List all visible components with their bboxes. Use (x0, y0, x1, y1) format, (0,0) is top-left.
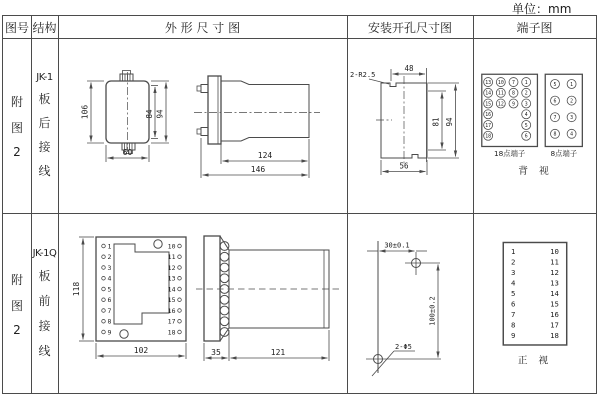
terminal-number: 12 (497, 101, 504, 108)
dim-30: 30±0.1 (384, 241, 410, 250)
terminal-number: 10 (167, 242, 176, 251)
terminal-number: 11 (550, 257, 559, 267)
row1-terminal-diagram (473, 38, 596, 213)
block18-label: 18点端子 (493, 149, 526, 159)
terminal-number: 7 (511, 310, 516, 320)
fig-no-char: 附 (10, 94, 23, 109)
terminal-number: 3 (570, 115, 574, 122)
terminal-number: 4 (107, 274, 112, 283)
terminal-number: 13 (550, 278, 559, 288)
terminal-number: 9 (107, 328, 112, 337)
view-label-front: 正 视 (517, 355, 553, 367)
terminal-number: 16 (550, 310, 559, 320)
fig-no-char: 2 (13, 322, 21, 337)
structure-char: 前 (38, 294, 51, 308)
dim-48: 48 (404, 64, 414, 73)
terminal-number: 11 (497, 90, 504, 97)
terminal-number: 4 (570, 131, 574, 138)
structure-model: JK-1 (36, 72, 53, 83)
dim-146: 146 (250, 165, 266, 174)
hole-note: 2-Φ5 (395, 343, 412, 351)
terminal-numbers-left (511, 247, 516, 340)
row2-outline-drawing (58, 213, 347, 394)
dim-121: 121 (270, 348, 286, 357)
dim-102: 102 (133, 346, 149, 355)
structure-char: 后 (38, 116, 51, 130)
terminal-number: 3 (511, 268, 516, 278)
header-terminal: 端子图 (516, 20, 553, 35)
structure-char: 接 (38, 140, 51, 154)
dim-81: 81 (431, 117, 441, 127)
terminal-number: 6 (107, 296, 112, 305)
terminal-number: 17 (550, 320, 559, 330)
front-terminals-right (168, 242, 182, 336)
row2-fig-no (3, 213, 31, 394)
terminal-number: 15 (550, 299, 559, 309)
spec-table (2, 15, 597, 394)
terminal-number: 8 (511, 320, 516, 330)
dim-56: 56 (399, 161, 409, 171)
terminal-number: 18 (485, 133, 492, 140)
dim-94: 94 (445, 117, 454, 127)
dim-118: 118 (72, 281, 81, 297)
dim-84: 84 (145, 109, 154, 119)
terminal-circles-18 (484, 78, 531, 141)
side-view (194, 76, 320, 178)
terminal-number: 1 (570, 81, 574, 88)
terminal-number: 8 (512, 90, 515, 97)
fig-no-char: 图 (10, 298, 23, 313)
terminal-number: 12 (167, 263, 176, 272)
block8-label: 8点端子 (550, 149, 578, 159)
terminal-number: 7 (553, 115, 557, 122)
dim-106: 106 (80, 104, 90, 120)
terminal-number: 17 (485, 122, 492, 129)
terminal-number: 10 (497, 79, 504, 86)
terminal-number: 5 (524, 122, 528, 129)
terminal-number: 1 (107, 242, 112, 251)
row2-terminal-diagram (473, 213, 596, 394)
terminal-number: 4 (524, 112, 528, 119)
terminal-number: 5 (511, 289, 516, 299)
terminal-number: 2 (511, 257, 516, 267)
terminal-number: 2 (570, 98, 574, 105)
front-view (72, 237, 186, 359)
header-outline: 外 形 尺 寸 图 (164, 20, 241, 35)
terminal-number: 9 (512, 101, 515, 108)
structure-char: 线 (38, 164, 51, 178)
row1-install-drawing (347, 38, 473, 213)
terminal-number: 15 (167, 296, 176, 305)
terminal-number: 4 (511, 278, 516, 288)
row1-outline-drawing (58, 38, 347, 213)
terminal-number: 3 (107, 263, 112, 272)
terminal-numbers-right (550, 247, 559, 340)
row2-structure (31, 213, 58, 394)
terminal-number: 16 (167, 306, 176, 315)
terminal-number: 18 (167, 328, 176, 337)
terminal-number: 1 (524, 79, 528, 86)
terminal-number: 14 (485, 90, 492, 97)
dim-60: 60 (122, 148, 133, 157)
terminal-number: 2 (107, 253, 112, 262)
terminal-circles-8 (551, 80, 577, 139)
row2-install-drawing (347, 213, 473, 394)
structure-char: 接 (38, 319, 51, 333)
terminal-number: 14 (167, 285, 176, 294)
terminal-number: 11 (167, 253, 176, 262)
structure-char: 板 (38, 269, 51, 283)
side-view (196, 236, 342, 361)
terminal-number: 5 (553, 81, 557, 88)
terminal-number: 7 (107, 306, 112, 315)
terminal-number: 1 (511, 247, 516, 257)
header-fig-no: 图号 (4, 20, 29, 35)
terminal-number: 6 (511, 299, 516, 309)
terminal-number: 12 (550, 268, 559, 278)
terminal-number: 14 (550, 289, 559, 299)
fig-no-char: 2 (13, 144, 21, 159)
radius-note: 2-R2.5 (350, 71, 376, 79)
row1-structure (31, 38, 58, 213)
view-label-back: 背 视 (518, 165, 553, 177)
dim-100: 100±0.2 (428, 296, 437, 326)
terminal-number: 17 (167, 317, 176, 326)
header-structure: 结构 (32, 20, 57, 35)
structure-char: 板 (38, 92, 51, 106)
terminal-number: 9 (511, 331, 516, 341)
terminal-number: 5 (107, 285, 112, 294)
dim-94: 94 (155, 109, 165, 119)
dim-35: 35 (211, 348, 221, 357)
terminal-number: 10 (550, 247, 559, 257)
fig-no-char: 图 (10, 120, 23, 135)
row1-fig-no (3, 38, 31, 213)
terminal-number: 18 (550, 331, 559, 341)
terminal-number: 13 (167, 274, 176, 283)
front-view (81, 71, 170, 163)
terminal-number: 3 (524, 101, 528, 108)
dim-124: 124 (257, 151, 273, 160)
terminal-number: 7 (512, 79, 515, 86)
front-terminals-left (102, 242, 112, 336)
structure-model: JK-1Q (32, 248, 57, 259)
fig-no-char: 附 (10, 272, 23, 287)
terminal-number: 6 (524, 133, 528, 140)
terminal-number: 8 (107, 317, 112, 326)
structure-char: 线 (38, 344, 51, 358)
terminal-number: 2 (524, 90, 528, 97)
terminal-number: 6 (553, 98, 557, 105)
unit-label: 单位：mm (512, 2, 572, 16)
terminal-number: 8 (553, 131, 557, 138)
terminal-number: 13 (485, 79, 492, 86)
terminal-number: 16 (485, 112, 492, 119)
header-install: 安装开孔尺寸图 (367, 20, 452, 35)
terminal-number: 15 (485, 101, 492, 108)
